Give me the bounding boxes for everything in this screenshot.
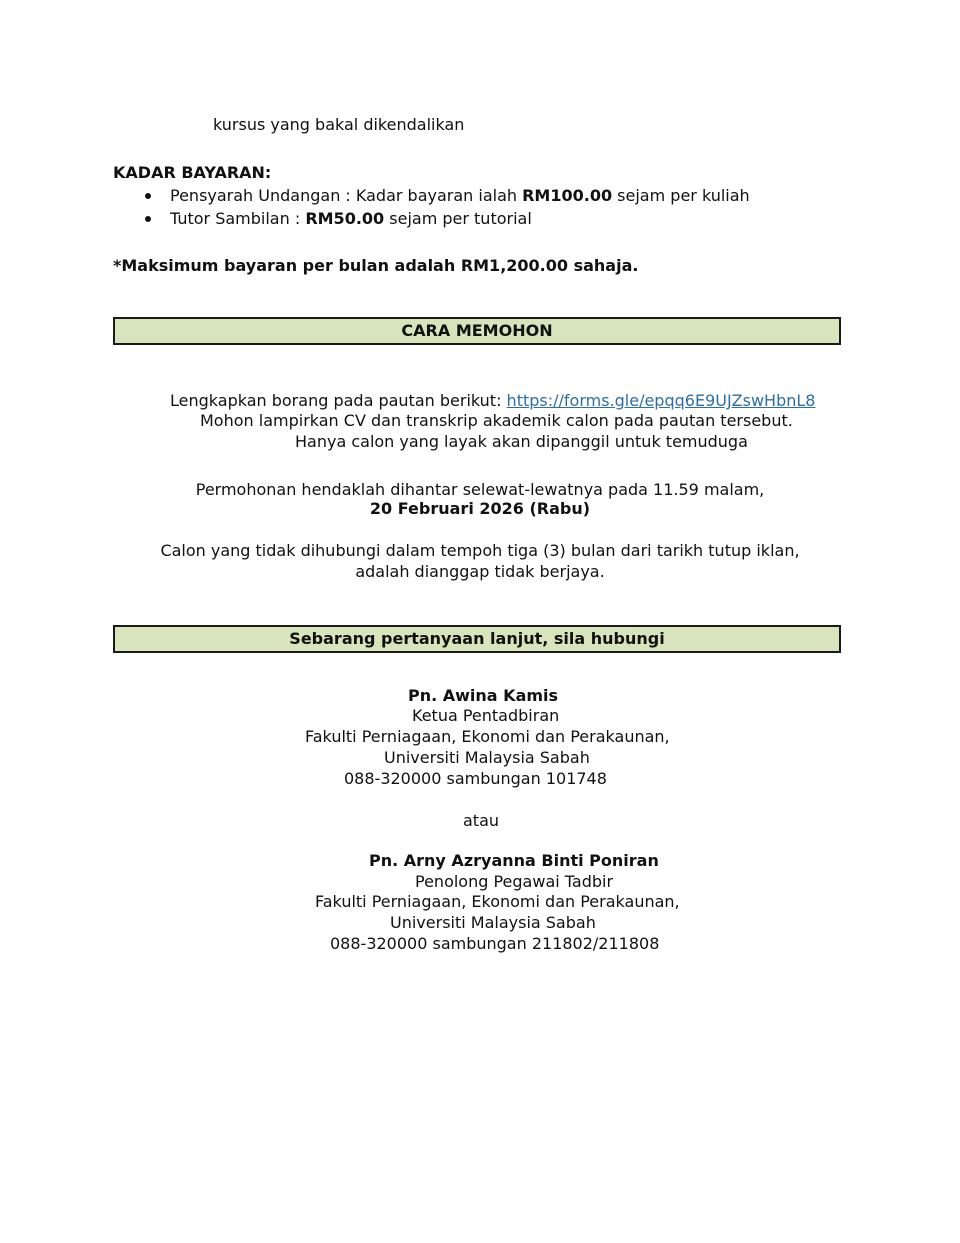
payment-item-lecturer <box>170 186 750 206</box>
contact-1-name: Pn. Awina Kamis <box>408 686 559 705</box>
form-link[interactable]: https://forms.gle/epqq6E9UJZswHbnL8 <box>506 391 816 410</box>
notice-line-2: adalah dianggap tidak berjaya. <box>355 562 605 581</box>
payment-item-prefix: Tutor Sambilan : <box>170 209 306 228</box>
bullet-icon <box>145 193 151 199</box>
payment-max-note: *Maksimum bayaran per bulan adalah RM1,200.00 sahaja. <box>113 256 639 275</box>
contact-separator: atau <box>463 811 500 830</box>
contact-2-faculty: Fakulti Perniagaan, Ekonomi dan Perakaunan, <box>315 892 680 911</box>
payment-item-tutor <box>170 209 532 229</box>
apply-section-header: CARA MEMOHON <box>113 317 841 345</box>
contact-1-title: Ketua Pentadbiran <box>412 706 560 725</box>
attach-instruction: Mohon lampirkan CV dan transkrip akademik calon pada pautan tersebut. <box>200 411 793 430</box>
contact-section-header: Sebarang pertanyaan lanjut, sila hubungi <box>113 625 841 653</box>
payment-item-amount: RM100.00 <box>522 186 613 205</box>
contact-2-university: Universiti Malaysia Sabah <box>390 913 596 932</box>
payment-item-amount: RM50.00 <box>305 209 385 228</box>
payment-item-suffix: sejam per kuliah <box>612 186 750 205</box>
deadline-date: 20 Februari 2026 (Rabu) <box>369 499 591 518</box>
form-instruction-text: Lengkapkan borang pada pautan berikut: <box>170 391 507 410</box>
deadline-text: Permohonan hendaklah dihantar selewat-lewatnya pada 11.59 malam, <box>195 480 765 499</box>
contact-2-title: Penolong Pegawai Tadbir <box>415 872 614 891</box>
notice-line-1: Calon yang tidak dihubungi dalam tempoh tiga (3) bulan dari tarikh tutup iklan, <box>160 541 800 560</box>
payment-item-suffix: sejam per tutorial <box>384 209 532 228</box>
contact-1-faculty: Fakulti Perniagaan, Ekonomi dan Perakaunan, <box>305 727 670 746</box>
contact-1-phone: 088-320000 sambungan 101748 <box>344 769 607 788</box>
interview-note: Hanya calon yang layak akan dipanggil untuk temuduga <box>295 432 748 451</box>
contact-1-university: Universiti Malaysia Sabah <box>384 748 590 767</box>
bullet-icon <box>145 216 151 222</box>
contact-2-name: Pn. Arny Azryanna Binti Poniran <box>369 851 659 870</box>
contact-2-phone: 088-320000 sambungan 211802/211808 <box>330 934 660 953</box>
form-instruction <box>170 391 815 411</box>
payment-heading: KADAR BAYARAN: <box>113 163 272 182</box>
intro-continuation: kursus yang bakal dikendalikan <box>213 115 465 134</box>
payment-item-prefix: Pensyarah Undangan : Kadar bayaran ialah <box>170 186 523 205</box>
